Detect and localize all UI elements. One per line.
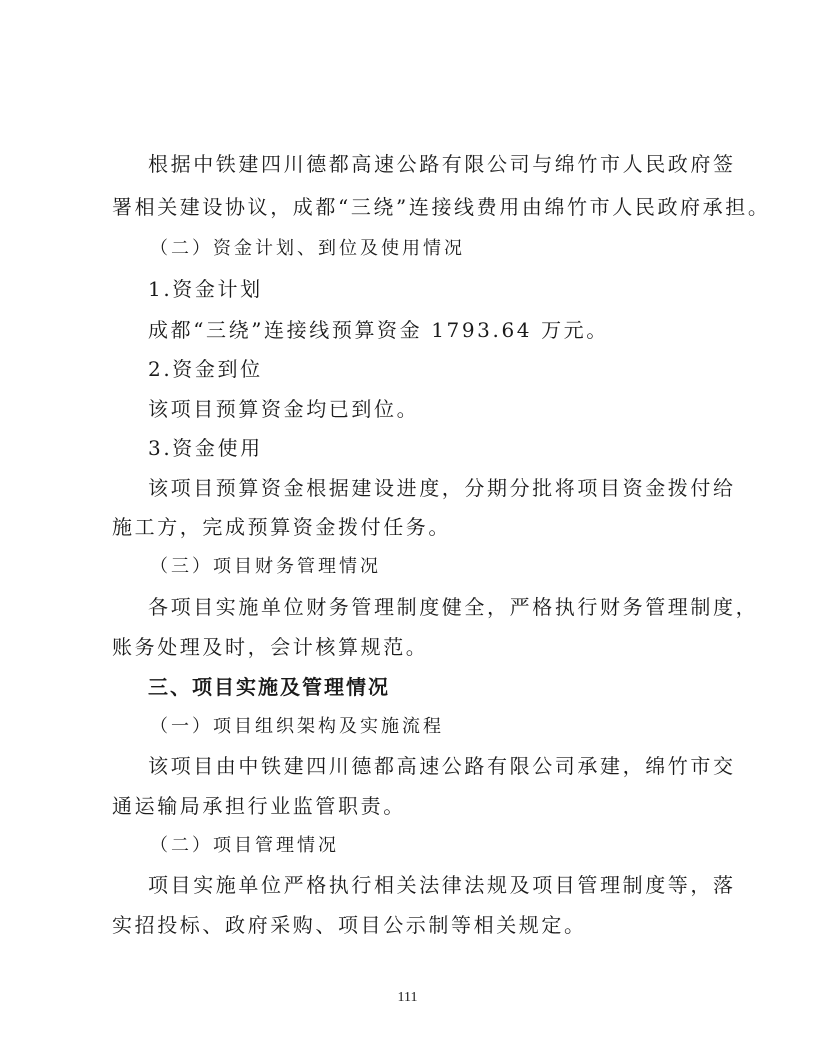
subsection-heading: （二）项目管理情况 [150,835,339,856]
paragraph-line: 该项目预算资金根据建设进度，分期分批将项目资金拨付给 [148,476,736,500]
item-heading: 3.资金使用 [148,436,263,460]
section-heading: 三、项目实施及管理情况 [148,675,390,699]
subsection-heading: （三）项目财务管理情况 [150,556,381,577]
paragraph-line: 施工方，完成预算资金拨付任务。 [112,515,451,539]
page-number: 111 [397,990,418,1005]
item-heading: 1.资金计划 [148,277,263,301]
paragraph-line: 账务处理及时，会计核算规范。 [112,635,429,659]
paragraph-line: 成都“三绕”连接线预算资金 1793.64 万元。 [148,318,609,342]
paragraph-line: 署相关建设协议，成都“三绕”连接线费用由绵竹市人民政府承担。 [112,195,771,219]
paragraph-line: 通运输局承担行业监管职责。 [112,794,406,818]
paragraph-line: 该项目预算资金均已到位。 [148,397,420,421]
subsection-heading: （一）项目组织架构及实施流程 [150,716,444,737]
paragraph-line: 该项目由中铁建四川德都高速公路有限公司承建，绵竹市交 [148,754,736,778]
subsection-heading: （二）资金计划、到位及使用情况 [150,238,465,259]
paragraph-line: 实招投标、政府采购、项目公示制等相关规定。 [112,913,587,937]
paragraph-line: 各项目实施单位财务管理制度健全，严格执行财务管理制度， [148,595,759,619]
paragraph-line: 根据中铁建四川德都高速公路有限公司与绵竹市人民政府签 [148,152,736,176]
paragraph-line: 项目实施单位严格执行相关法律法规及项目管理制度等，落 [148,873,736,897]
item-heading: 2.资金到位 [148,357,263,381]
